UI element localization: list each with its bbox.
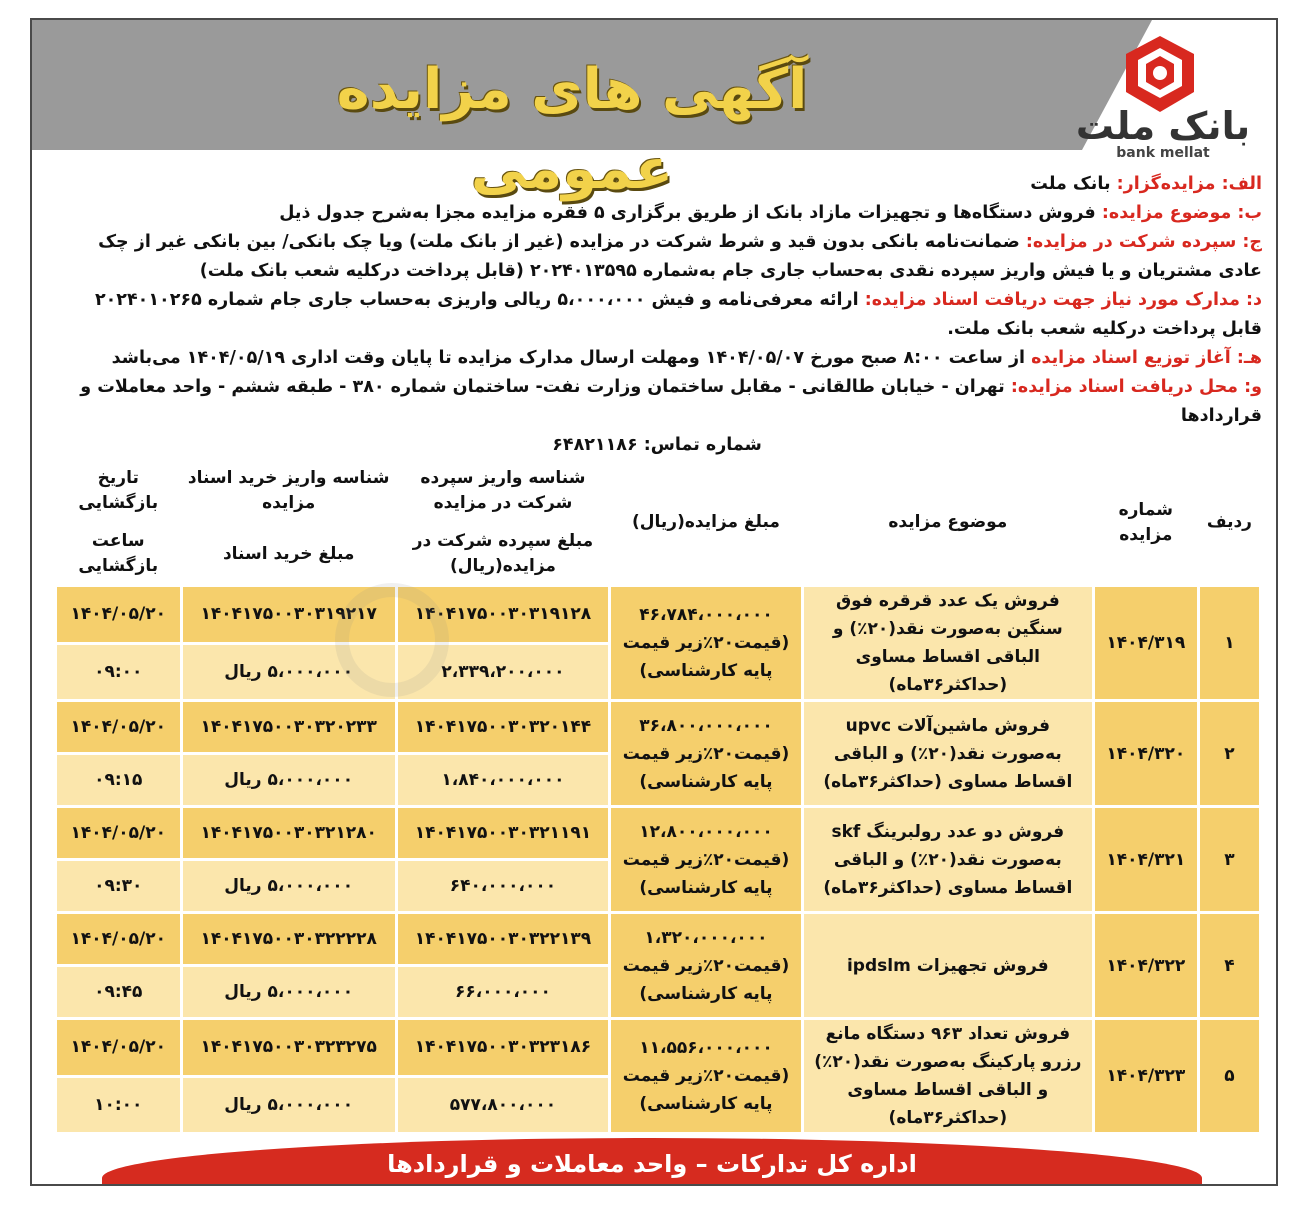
cell-time: ۰۹:۰۰: [57, 645, 180, 700]
cell-date: ۱۴۰۴/۰۵/۲۰: [57, 914, 180, 964]
cell-amount: [611, 702, 801, 805]
cell-amount: [611, 808, 801, 911]
amount-value: ۴۶،۷۸۴،۰۰۰،۰۰۰: [639, 605, 773, 625]
cell-deposit-amount: ۶۴۰،۰۰۰،۰۰۰: [398, 861, 608, 911]
header-date: تاریخ بازگشایی: [57, 461, 180, 521]
header-subject: موضوع مزایده: [804, 461, 1092, 584]
info-b: ب: موضوع مزایده: فروش دستگاه‌ها و تجهیزات مازاد بانک از طریق برگزاری ۵ فقره مزایده مجزا به‌شرح جدول ذیل: [279, 203, 1262, 223]
cell-deposit-id: ۱۴۰۴۱۷۵۰۰۳۰۳۲۲۱۳۹: [398, 914, 608, 964]
cell-row-number: ۱: [1200, 587, 1259, 699]
cell-doc-id: ۱۴۰۴۱۷۵۰۰۳۰۳۲۳۲۷۵: [183, 1020, 395, 1075]
header-deposit-id: شناسه واریز سپرده شرکت در مزایده: [398, 461, 608, 521]
amount-value: ۱۲،۸۰۰،۰۰۰،۰۰۰: [639, 821, 773, 842]
footer-banner: اداره کل تدارکات – واحد معاملات و قراردادها: [102, 1138, 1202, 1186]
cell-doc-amount: ۵،۰۰۰،۰۰۰ ریال: [183, 861, 395, 911]
cell-time: ۰۹:۳۰: [57, 861, 180, 911]
cell-auction-number: ۱۴۰۴/۳۲۱: [1095, 808, 1197, 911]
cell-doc-id: ۱۴۰۴۱۷۵۰۰۳۰۳۲۲۲۲۸: [183, 914, 395, 964]
cell-deposit-amount: ۱،۸۴۰،۰۰۰،۰۰۰: [398, 755, 608, 805]
amount-value: ۱،۳۲۰،۰۰۰،۰۰۰: [644, 927, 768, 948]
cell-auction-number: ۱۴۰۴/۳۲۲: [1095, 914, 1197, 1017]
header-auction-number: شماره مزایده: [1095, 461, 1197, 584]
cell-deposit-id: ۱۴۰۴۱۷۵۰۰۳۰۳۲۳۱۸۶: [398, 1020, 608, 1075]
cell-auction-number: ۱۴۰۴/۳۲۰: [1095, 702, 1197, 805]
cell-subject: فروش تجهیزات ipdslm: [804, 914, 1092, 1017]
info-a: الف: مزایده‌گزار: بانک ملت: [1030, 174, 1262, 194]
header-doc-id: شناسه واریز خرید اسناد مزایده: [183, 461, 395, 521]
cell-doc-id: ۱۴۰۴۱۷۵۰۰۳۰۳۱۹۲۱۷: [183, 587, 395, 642]
amount-note: (قیمت۲۰٪زیر قیمت پایه کارشناسی): [622, 1066, 790, 1114]
cell-doc-amount: ۵،۰۰۰،۰۰۰ ریال: [183, 755, 395, 805]
bank-logo: [1068, 32, 1258, 160]
cell-date: ۱۴۰۴/۰۵/۲۰: [57, 808, 180, 858]
info-e: هـ: آغاز توزیع اسناد مزایده از ساعت ۸:۰۰ صبح مورخ ۱۴۰۴/۰۵/۰۷ ومهلت ارسال مدارک مزایده تا پایان وقت اداری ۱۴۰۴/۰۵/۱۹ می‌باشد: [111, 348, 1262, 368]
cell-subject: فروش ماشین‌آلات upvc به‌صورت نقد(۲۰٪) و الباقی اقساط مساوی (حداکثر۳۶ماه): [804, 702, 1092, 805]
amount-note: (قیمت۲۰٪زیر قیمت پایه کارشناسی): [622, 633, 790, 681]
cell-row-number: ۳: [1200, 808, 1259, 911]
cell-auction-number: ۱۴۰۴/۳۱۹: [1095, 587, 1197, 699]
cell-doc-amount: ۵،۰۰۰،۰۰۰ ریال: [183, 1078, 395, 1133]
cell-amount: [611, 914, 801, 1017]
table-row: [57, 587, 1259, 642]
amount-value: ۱۱،۵۵۶،۰۰۰،۰۰۰: [639, 1038, 773, 1058]
cell-date: ۱۴۰۴/۰۵/۲۰: [57, 1020, 180, 1075]
advertisement-frame: [30, 18, 1278, 1186]
cell-deposit-amount: ۲،۳۳۹،۲۰۰،۰۰۰: [398, 645, 608, 700]
logo-text-fa: بانک ملت: [1075, 104, 1251, 148]
info-f: و: محل دریافت اسناد مزایده: تهران - خیابان طالقانی - مقابل ساختمان وزارت نفت- ساختمان شماره ۳۸۰ - طبقه ششم - واحد معاملات و قراردادها: [80, 377, 1262, 426]
cell-amount: [611, 1020, 801, 1132]
header-doc-amount: مبلغ خرید اسناد: [183, 524, 395, 584]
cell-deposit-id: ۱۴۰۴۱۷۵۰۰۳۰۳۱۹۱۲۸: [398, 587, 608, 642]
cell-deposit-amount: ۵۷۷،۸۰۰،۰۰۰: [398, 1078, 608, 1133]
cell-doc-amount: ۵،۰۰۰،۰۰۰ ریال: [183, 645, 395, 700]
info-c: ج: سپرده شرکت در مزایده: ضمانت‌نامه بانکی بدون قید و شرط شرکت در مزایده (غیر از بانک ملت) ویا چک بانکی/ بین بانکی غیر از چک عادی مشتریان و یا فیش واریز سپرده نقدی به‌حساب جاری جام به‌شماره ۲۰۲۴۰۱۳۵۹۵ (قابل پرداخت درکلیه شعب بانک ملت): [98, 232, 1262, 281]
cell-row-number: ۴: [1200, 914, 1259, 1017]
table-row: [57, 1020, 1259, 1075]
table-row: [57, 914, 1259, 964]
auction-table: [54, 458, 1262, 1135]
cell-row-number: ۵: [1200, 1020, 1259, 1132]
cell-time: ۰۹:۱۵: [57, 755, 180, 805]
cell-subject: فروش یک عدد قرقره فوق سنگین به‌صورت نقد(۲۰٪) و الباقی اقساط مساوی (حداکثر۳۶ماه): [804, 587, 1092, 699]
header-time: ساعت بازگشایی: [57, 524, 180, 584]
cell-deposit-id: ۱۴۰۴۱۷۵۰۰۳۰۳۲۱۱۹۱: [398, 808, 608, 858]
cell-subject: فروش دو عدد رولبرینگ skf به‌صورت نقد(۲۰٪) و الباقی اقساط مساوی (حداکثر۳۶ماه): [804, 808, 1092, 911]
table-row: [57, 702, 1259, 752]
header-amount: مبلغ مزایده(ریال): [611, 461, 801, 584]
cell-doc-id: ۱۴۰۴۱۷۵۰۰۳۰۳۲۱۲۸۰: [183, 808, 395, 858]
amount-note: (قیمت۲۰٪زیر قیمت پایه کارشناسی): [622, 743, 790, 792]
cell-deposit-amount: ۶۶،۰۰۰،۰۰۰: [398, 967, 608, 1017]
table-row: [57, 808, 1259, 858]
cell-time: ۰۹:۴۵: [57, 967, 180, 1017]
amount-value: ۳۶،۸۰۰،۰۰۰،۰۰۰: [639, 715, 773, 736]
cell-doc-amount: ۵،۰۰۰،۰۰۰ ریال: [183, 967, 395, 1017]
cell-row-number: ۲: [1200, 702, 1259, 805]
amount-note: (قیمت۲۰٪زیر قیمت پایه کارشناسی): [622, 849, 790, 898]
announcement-info: [52, 170, 1262, 460]
cell-date: ۱۴۰۴/۰۵/۲۰: [57, 587, 180, 642]
contact-phone: شماره تماس: ۶۴۸۲۱۱۸۶: [552, 435, 762, 455]
header-deposit-amount: مبلغ سپرده شرکت در مزایده(ریال): [398, 524, 608, 584]
cell-subject: فروش تعداد ۹۶۳ دستگاه مانع رزرو پارکینگ به‌صورت نقد(۲۰٪) و الباقی اقساط مساوی (حداکثر۳۶ماه): [804, 1020, 1092, 1132]
amount-note: (قیمت۲۰٪زیر قیمت پایه کارشناسی): [622, 955, 790, 1004]
cell-amount: [611, 587, 801, 699]
page-title: آگهی های مزایده عمومی: [336, 57, 808, 202]
header-row-number: ردیف: [1200, 461, 1259, 584]
cell-doc-id: ۱۴۰۴۱۷۵۰۰۳۰۳۲۰۲۳۳: [183, 702, 395, 752]
bank-mellat-logo-icon: [1120, 34, 1200, 114]
info-d: د: مدارک مورد نیاز جهت دریافت اسناد مزایده: ارائه معرفی‌نامه و فیش ۵،۰۰۰،۰۰۰ ریالی واریزی به‌حساب جاری جام شماره ۲۰۲۴۰۱۰۲۶۵ قابل پرداخت درکلیه شعب بانک ملت.: [94, 290, 1262, 339]
logo-text-en: bank mellat: [1116, 145, 1210, 161]
cell-deposit-id: ۱۴۰۴۱۷۵۰۰۳۰۳۲۰۱۴۴: [398, 702, 608, 752]
cell-date: ۱۴۰۴/۰۵/۲۰: [57, 702, 180, 752]
cell-time: ۱۰:۰۰: [57, 1078, 180, 1133]
cell-auction-number: ۱۴۰۴/۳۲۳: [1095, 1020, 1197, 1132]
